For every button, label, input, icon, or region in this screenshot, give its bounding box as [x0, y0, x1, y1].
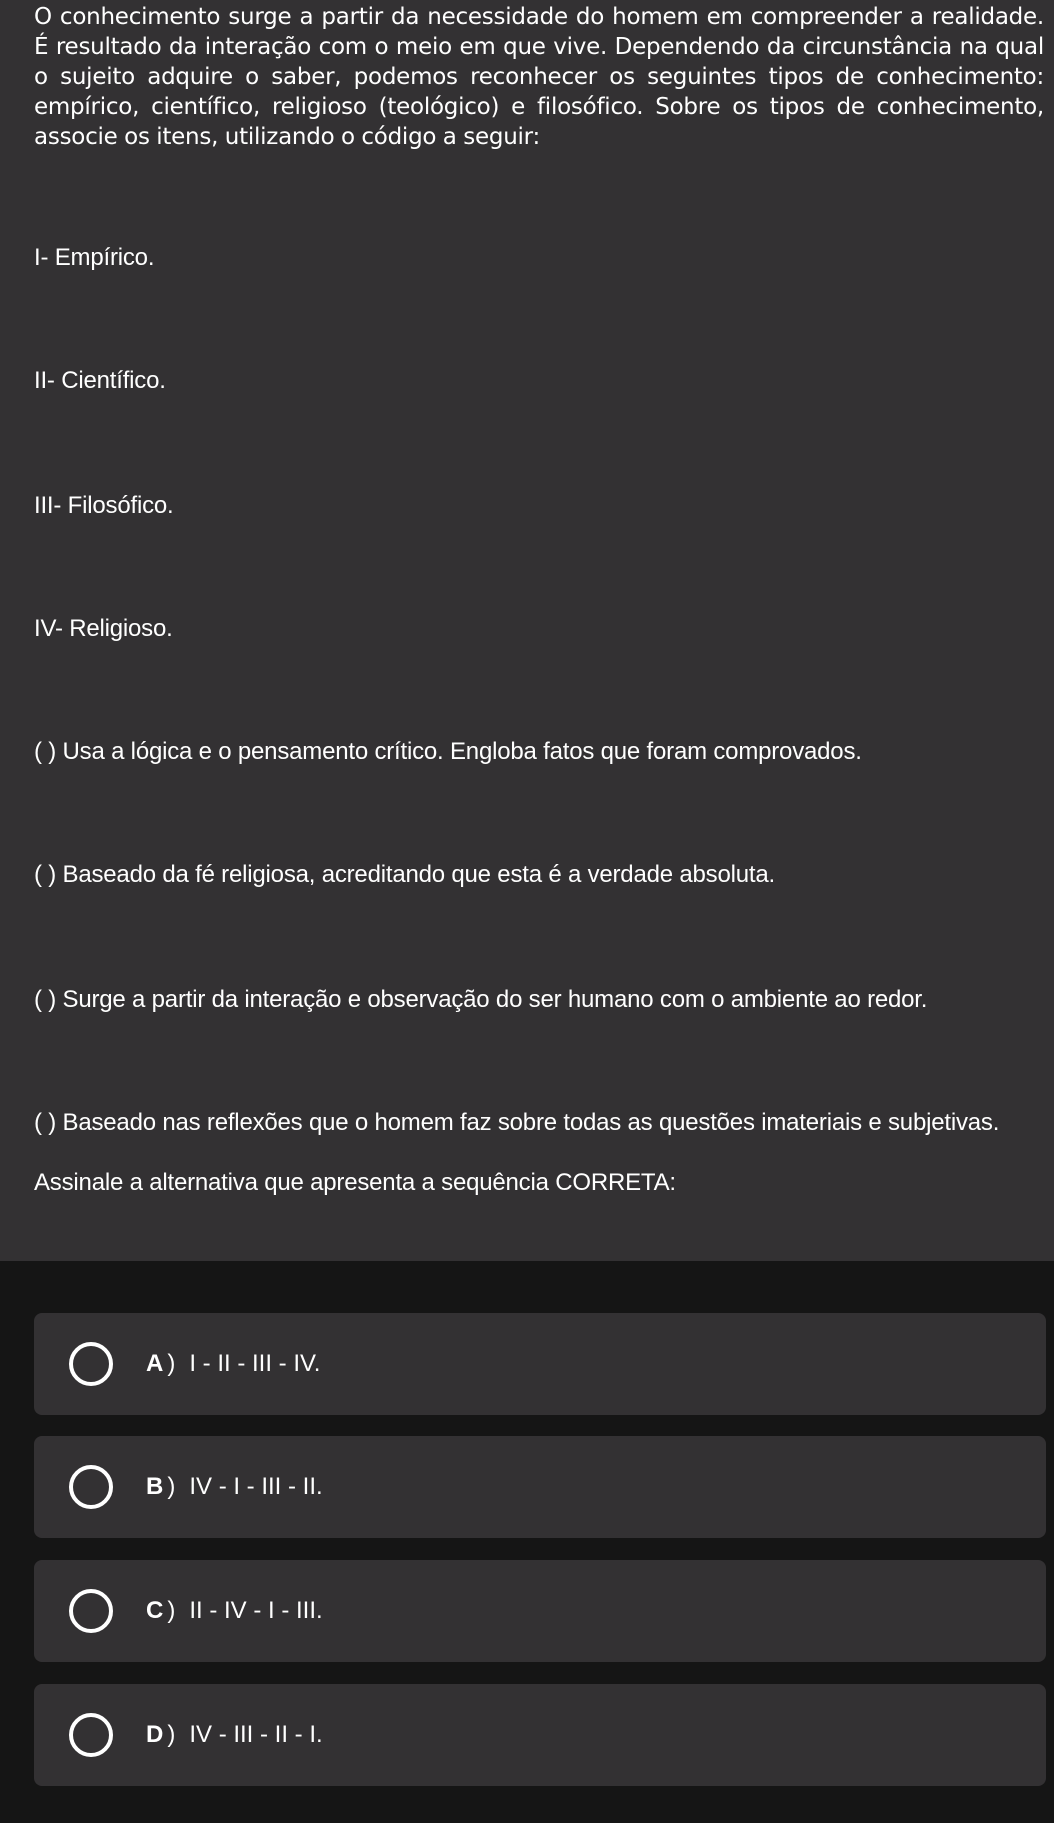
choice-letter: D: [146, 1721, 164, 1748]
choice-b[interactable]: [34, 1436, 1046, 1538]
choice-a[interactable]: [34, 1313, 1046, 1415]
choice-d[interactable]: [34, 1684, 1046, 1786]
choice-text: IV - I - III - II.: [189, 1473, 323, 1500]
choice-paren: ): [167, 1597, 176, 1624]
statement-item-3: ( ) Surge a partir da interação e observação do ser humano com o ambiente ao redor.: [34, 986, 928, 1013]
statement-item-2: ( ) Baseado da fé religiosa, acreditando que esta é a verdade absoluta.: [34, 861, 775, 888]
code-item-4: IV- Religioso.: [34, 615, 173, 642]
statement-item-4: ( ) Baseado nas reflexões que o homem faz sobre todas as questões imateriais e subjetivas.: [34, 1109, 1000, 1136]
choice-text: IV - III - II - I.: [189, 1721, 323, 1748]
choice-letter: C: [146, 1597, 164, 1624]
code-item-2: II- Científico.: [34, 367, 166, 394]
instruction-text: Assinale a alternativa que apresenta a sequência CORRETA:: [34, 1169, 676, 1196]
code-item-3: III- Filosófico.: [34, 492, 174, 519]
radio-circle-icon[interactable]: [69, 1342, 113, 1386]
choice-text: I - II - III - IV.: [189, 1350, 321, 1377]
choice-letter: B: [146, 1473, 164, 1500]
radio-circle-icon[interactable]: [69, 1465, 113, 1509]
question-stem: O conhecimento surge a partir da necessidade do homem em compreender a realidade. É resultado da interação com o meio em que vive. Dependendo da circunstância na qual o sujeito adquire o saber, podemos reconhecer os seguintes tipos de conhecimento: empírico, científico, religioso (teológico) e filosófico. Sobre os tipos de conhecimento, associe os itens, utilizando o código a seguir:: [34, 4, 1044, 150]
choice-paren: ): [167, 1350, 176, 1377]
choice-paren: ): [167, 1721, 176, 1748]
choice-letter: A: [146, 1350, 164, 1377]
choice-paren: ): [167, 1473, 176, 1500]
answer-choices: [0, 1261, 1054, 1823]
code-item-1: I- Empírico.: [34, 244, 155, 271]
choice-text: II - IV - I - III.: [189, 1597, 323, 1624]
choice-c[interactable]: [34, 1560, 1046, 1662]
radio-circle-icon[interactable]: [69, 1589, 113, 1633]
radio-circle-icon[interactable]: [69, 1713, 113, 1757]
statement-item-1: ( ) Usa a lógica e o pensamento crítico. Engloba fatos que foram comprovados.: [34, 738, 862, 765]
